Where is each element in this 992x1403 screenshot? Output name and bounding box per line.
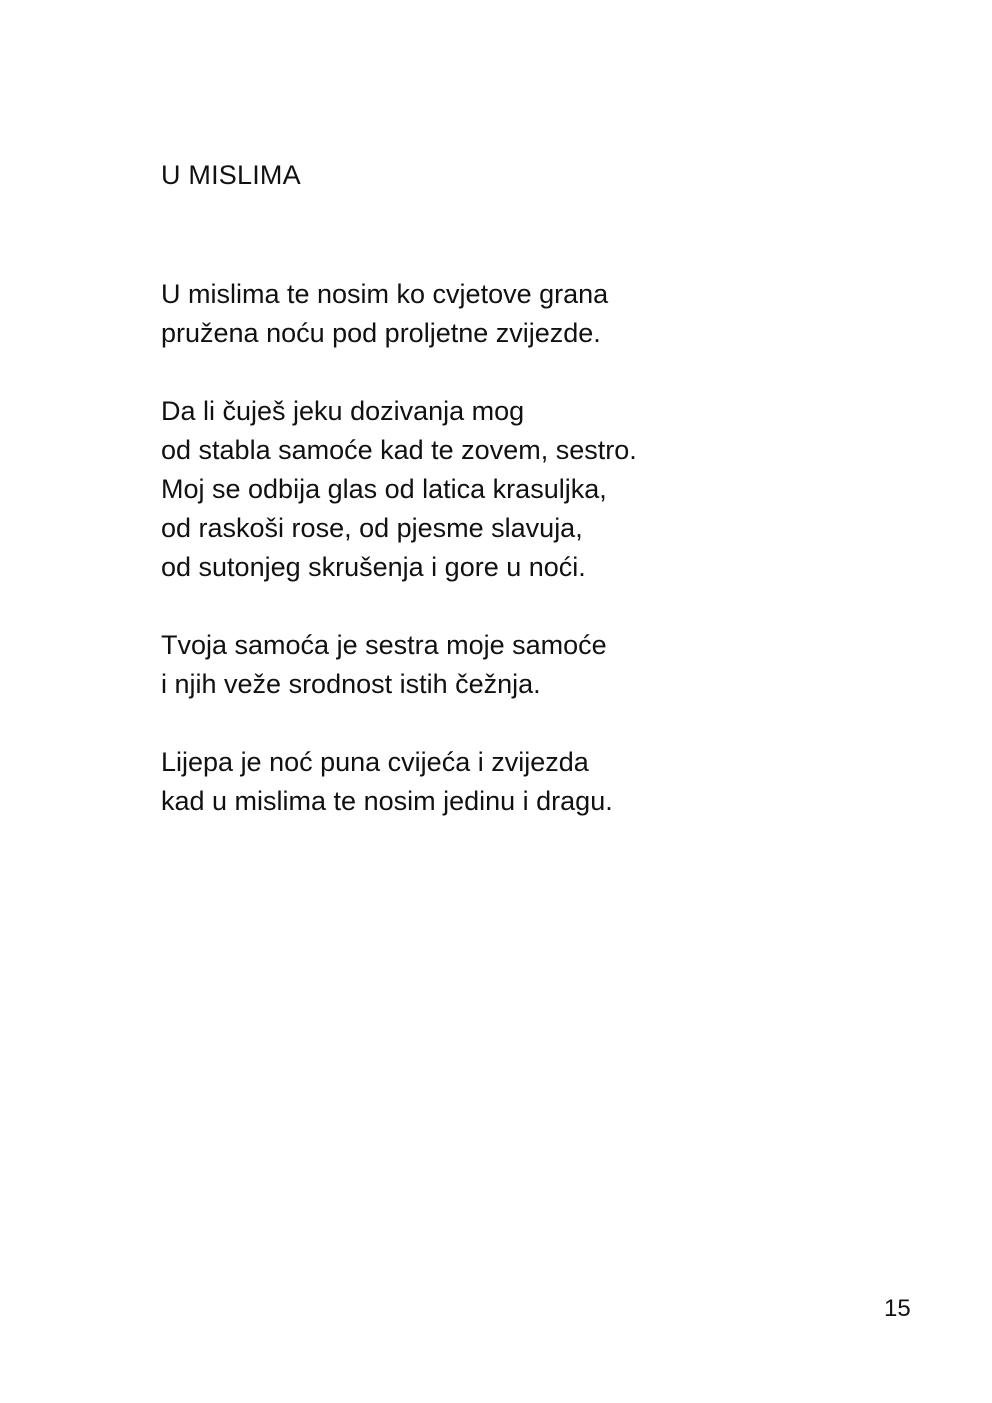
- poem-line: Tvoja samoća je sestra moje samoće: [161, 630, 607, 660]
- poem-line: Moj se odbija glas od latica krasuljka,: [161, 474, 607, 504]
- poem-line: i njih veže srodnost istih čežnja.: [161, 669, 541, 699]
- poem-body: [161, 275, 921, 860]
- stanza-3: [161, 626, 921, 704]
- poem-line: Lijepa je noć puna cvijeća i zvijezda: [161, 747, 589, 777]
- page-number: 15: [884, 1295, 911, 1322]
- poem-line: pružena noću pod proljetne zvijezde.: [161, 318, 601, 348]
- poem-line: od sutonjeg skrušenja i gore u noći.: [161, 552, 586, 582]
- poem-line: kad u mislima te nosim jedinu i dragu.: [161, 786, 613, 816]
- stanza-1: [161, 275, 921, 353]
- stanza-4: [161, 743, 921, 821]
- stanza-2: [161, 392, 921, 587]
- poem-title: U MISLIMA: [161, 160, 301, 190]
- poem-line: od raskoši rose, od pjesme slavuja,: [161, 513, 583, 543]
- poem-line: Da li čuješ jeku dozivanja mog: [161, 396, 525, 426]
- poem-line: U mislima te nosim ko cvjetove grana: [161, 279, 609, 309]
- poem-line: od stabla samoće kad te zovem, sestro.: [161, 435, 637, 465]
